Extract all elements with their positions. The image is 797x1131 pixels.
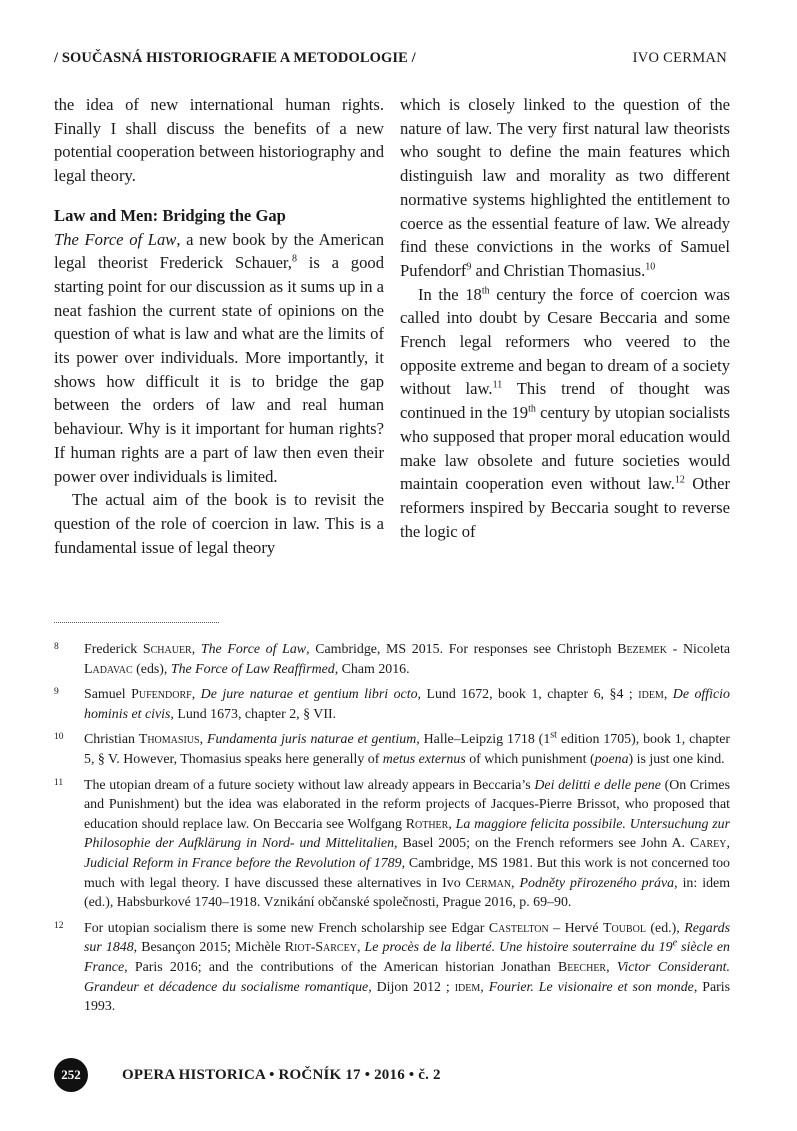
paragraph: The actual aim of the book is to revisit the question of the role of coercion in law. This is a fundamental issue of legal theory bbox=[54, 490, 384, 557]
right-column bbox=[400, 93, 730, 543]
footnote-number: 11 bbox=[54, 777, 64, 788]
footnote-9: 9 Samuel Pufendorf, De jure naturae et gentium libri octo, Lund 1672, book 1, chapter 6, §4 ; idem, De officio hominis et civis, Lund 1673, chapter 2, § VII. bbox=[54, 687, 730, 722]
page-footer bbox=[54, 1056, 441, 1094]
running-header bbox=[54, 50, 727, 72]
footnote-number: 8 bbox=[54, 642, 59, 652]
footnote-number: 12 bbox=[54, 920, 64, 931]
author-name: IVO CERMAN bbox=[632, 50, 727, 66]
footnote-10: 10 Christian Thomasius, Fundamenta juris naturae et gentium, Halle–Leipzig 1718 (1st edition 1705), book 1, chapter 5, § V. However, Thomasius speaks here generally of metus externus of which punishment (poena) is just one kind. bbox=[54, 729, 730, 767]
footnote-12: 12 For utopian socialism there is some new French scholarship see Edgar Castelton – Hervé Toubol (ed.), Regards sur 1848, Besançon 2015; Michèle Riot-Sarcey, Le procès de la liberté. Une histoire souterraine du 19e siècle en France, Paris 2016; and the contributions of the American historian Jonathan Beecher, Victor Considerant. Grandeur et décadence du socialisme romantique, Dijon 2012 ; idem, Fourier. Le visionaire et son monde, Paris 1993. bbox=[54, 920, 731, 1015]
paragraph: The Force of Law, a new book by the American legal theorist Frederick Schauer,$^8$ is a good starting point for our discussion as it sums up in a neat fashion the current state of opinions on the question of what is law and what are the limits of its power over individuals. More importantly, it shows how difficult it is to bridge the gap between the orders of law and real human behaviour. Why is it important for human rights? If human rights are a part of law then even their power over individuals is limited. bbox=[54, 229, 385, 486]
footnotes bbox=[54, 640, 730, 1023]
paragraph: the idea of new international human rights. Finally I shall discuss the benefits of a new potential cooperation between historiography and legal theory. bbox=[54, 95, 384, 186]
footnote-number: 9 bbox=[54, 687, 59, 698]
footnote-8: 8 Frederick Schauer, The Force of Law, Cambridge, MS 2015. For responses see Christoph Bezemek - Nicoleta Ladavac (eds), The Force of Law Reaffirmed, Cham 2016. bbox=[54, 642, 730, 677]
footnote-number: 10 bbox=[54, 732, 64, 743]
footnote-ref[interactable]: 8 bbox=[291, 253, 297, 265]
paragraph: which is closely linked to the question of the nature of law. The very first natural law theorists who sought to define the main features which distinguish law and morality as two different normative systems highlighted the entitlement to coerce as the essential feature of law. We already find these convictions in the works of Samuel Pufendorf$^9$ and Christian Thomasius.$^{10}$ bbox=[400, 95, 730, 280]
paragraph: In the 18th century the force of coercion was called into doubt by Cesare Beccaria and some French legal reformers who veered to the opposite extreme and began to dream of a society without law.$^{11}$ This trend of thought was continued in the 19th century by utopian socialists who supposed that proper moral education would make law obsolete and future societies would maintain cooperation even without law.$^{12}$ Other reformers inspired by Beccaria sought to reverse the logic of bbox=[400, 284, 731, 541]
footnote-divider bbox=[54, 622, 219, 623]
footnote-ref[interactable]: 9 bbox=[466, 261, 472, 273]
section-heading: Law and Men: Bridging the Gap bbox=[54, 205, 286, 225]
section-title: / SOUČASNÁ HISTORIOGRAFIE A METODOLOGIE / bbox=[54, 50, 416, 66]
page-number-badge: 252 bbox=[54, 1058, 88, 1092]
footnote-11: 11 The utopian dream of a future society without law already appears in Beccaria’s Dei delitti e delle pene (On Crimes and Punishment) but the idea was elaborated in the reform projects of Jacques-Pierre Brissot, who proposed that education should replace law. On Beccaria see Wolfgang Rother, La maggiore felicita possibile. Untersuchung zur Philosophie der Aufklärung in Nord- und Mittelitalien, Basel 2005; on the French reformers see John A. Carey, Judicial Reform in France before the Revolution of 1789, Cambridge, MS 1981. But this work is not concerned too much with legal theory. I have discussed these alternatives in Ivo Cerman, Podněty přirozeného práva, in: idem (ed.), Habsburkové 1740–1918. Vznikání občanské společnosti, Prague 2016, p. 69–90. bbox=[54, 777, 731, 911]
footnote-ref[interactable]: 12 bbox=[674, 474, 685, 486]
journal-title: OPERA HISTORICA • ROČNÍK 17 • 2016 • č. 2 bbox=[122, 1066, 441, 1083]
footnote-ref[interactable]: 10 bbox=[645, 261, 656, 273]
footnote-ref[interactable]: 11 bbox=[492, 379, 503, 391]
left-column bbox=[54, 93, 384, 559]
